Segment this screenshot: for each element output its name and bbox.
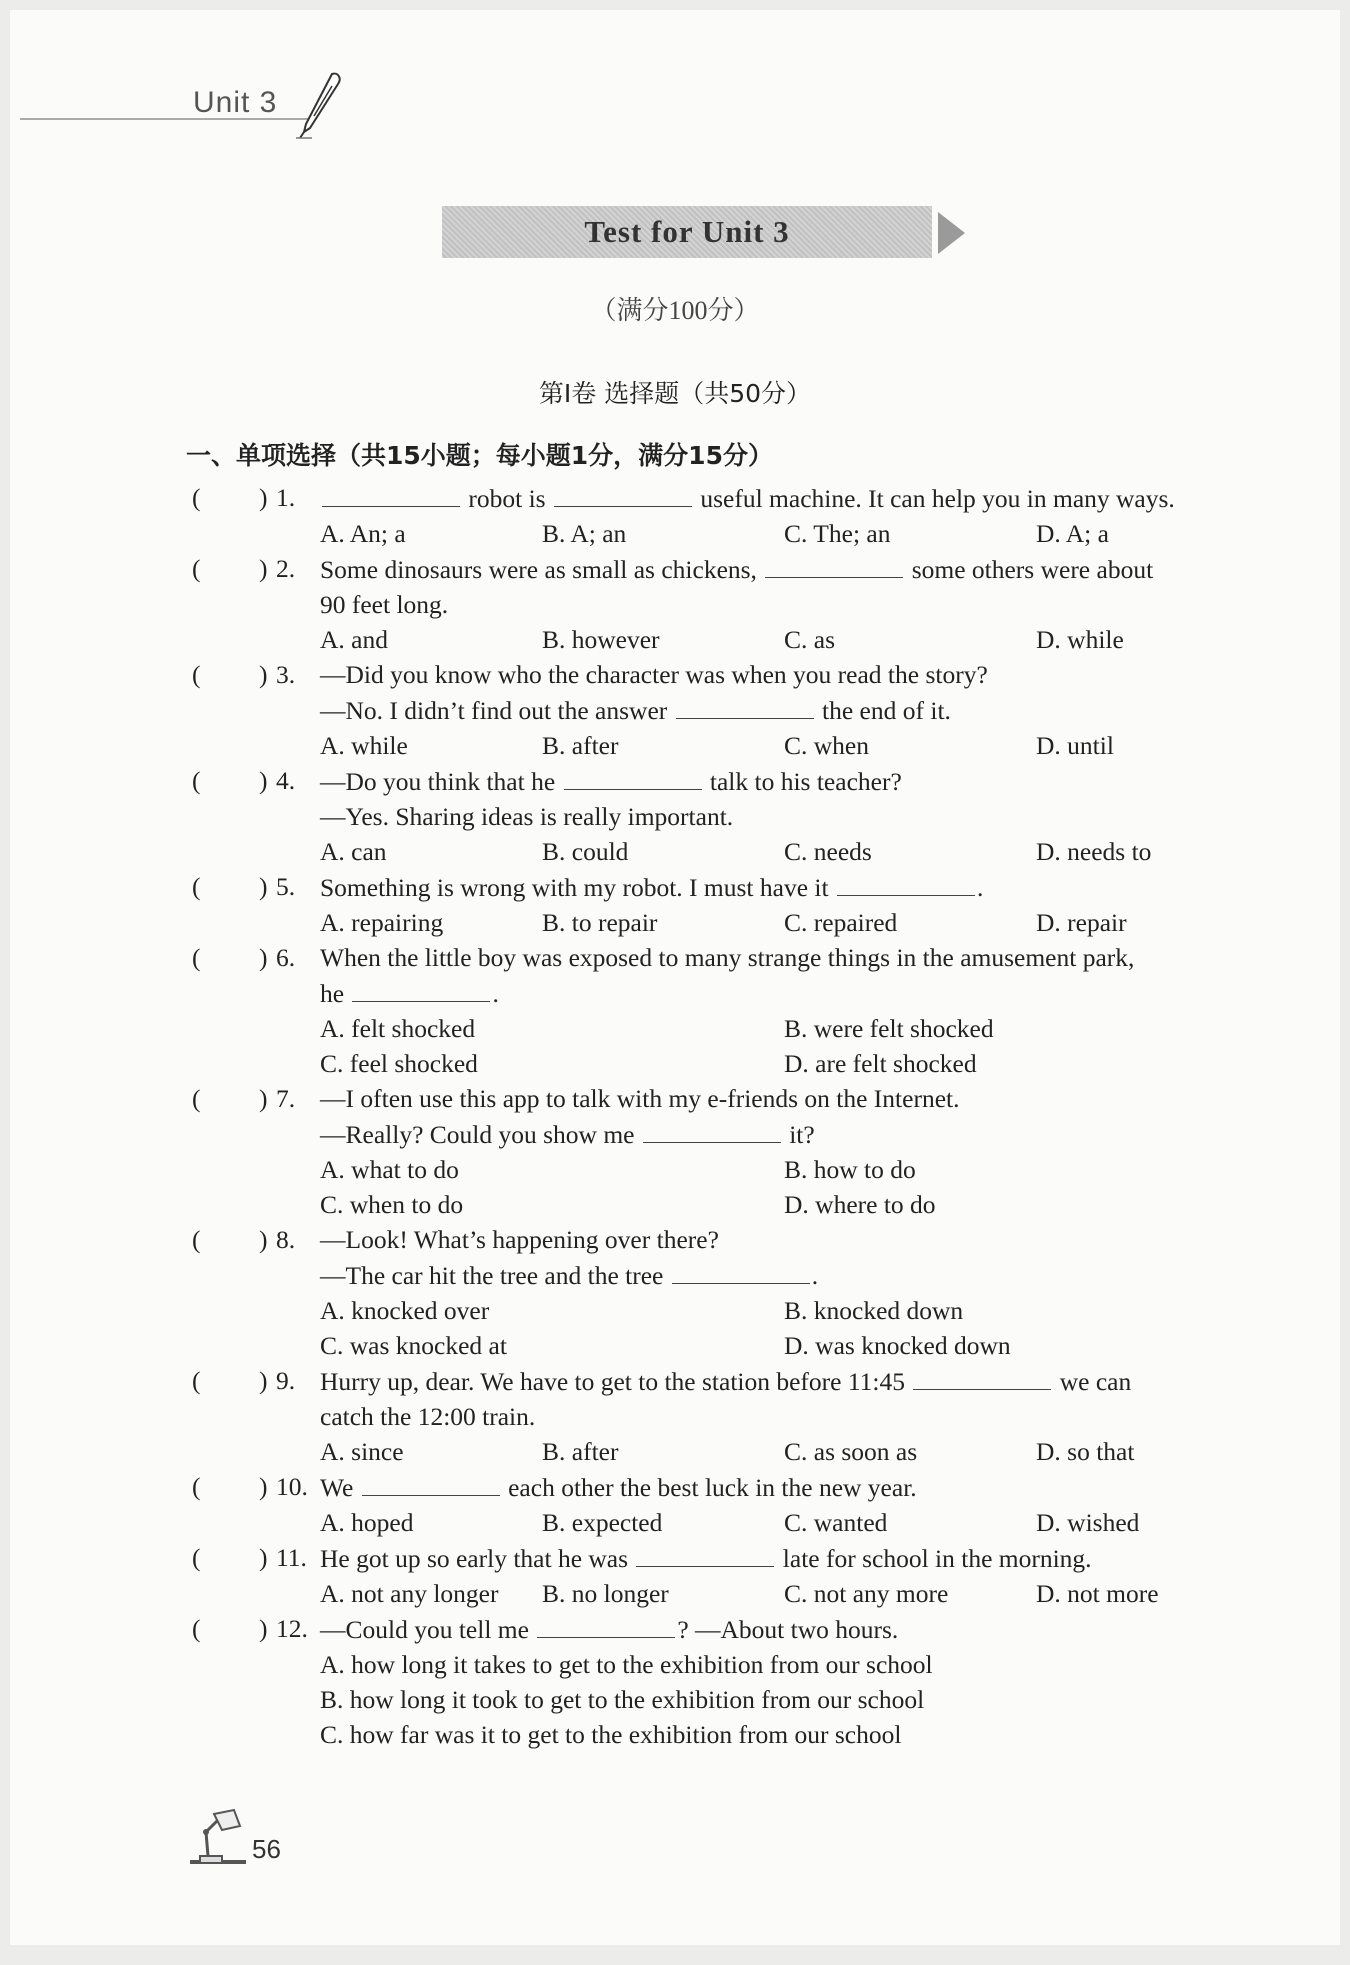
question-line xyxy=(186,763,1226,799)
question-3 xyxy=(186,657,1226,763)
question-text: —Did you know who the character was when you read the story? xyxy=(320,660,988,689)
answer-blank[interactable] xyxy=(636,1540,774,1567)
question-5 xyxy=(186,869,1226,940)
answer-paren-right[interactable]: ) xyxy=(259,1543,268,1572)
answer-option[interactable]: C. was knocked at xyxy=(320,1331,507,1360)
answer-options xyxy=(186,1293,1226,1363)
question-number: 2. xyxy=(276,554,296,583)
question-text: useful machine. It can help you in many ways. xyxy=(693,484,1175,513)
question-line xyxy=(186,1257,1226,1293)
answer-blank[interactable] xyxy=(643,1116,781,1143)
answer-option[interactable]: C. when to do xyxy=(320,1190,464,1219)
question-line xyxy=(186,1222,1226,1257)
answer-option[interactable]: C. repaired xyxy=(784,908,898,937)
question-number: 12. xyxy=(276,1614,308,1643)
answer-option[interactable]: D. where to do xyxy=(784,1190,936,1219)
question-4 xyxy=(186,763,1226,869)
question-12 xyxy=(186,1611,1226,1752)
question-line xyxy=(186,657,1226,692)
question-8 xyxy=(186,1222,1226,1363)
answer-paren-left[interactable]: ( xyxy=(192,1366,201,1395)
question-text: late for school in the morning. xyxy=(776,1544,1092,1573)
answer-options xyxy=(186,905,1226,940)
answer-option[interactable]: D. not more xyxy=(1036,1579,1159,1608)
question-text: —Could you tell me xyxy=(320,1615,536,1644)
question-text: He got up so early that he was xyxy=(320,1544,635,1573)
question-text: —The car hit the tree and the tree xyxy=(320,1261,670,1290)
answer-blank[interactable] xyxy=(672,1257,810,1284)
question-2 xyxy=(186,551,1226,657)
question-text: talk to his teacher? xyxy=(703,767,902,796)
answer-options xyxy=(186,516,1226,551)
question-number: 3. xyxy=(276,660,296,689)
answer-paren-right[interactable]: ) xyxy=(259,1472,268,1501)
question-9 xyxy=(186,1363,1226,1469)
answer-option[interactable]: B. how to do xyxy=(784,1155,916,1184)
question-6 xyxy=(186,940,1226,1081)
answer-option[interactable]: A. knocked over xyxy=(320,1296,490,1325)
answer-paren-left[interactable]: ( xyxy=(192,1225,201,1254)
question-line xyxy=(186,1363,1226,1399)
question-text: 90 feet long. xyxy=(320,590,449,619)
question-line xyxy=(186,692,1226,728)
question-line xyxy=(186,975,1226,1011)
question-text: . xyxy=(976,873,984,902)
answer-option[interactable]: C. how far was it to get to the exhibition from our school xyxy=(320,1720,902,1749)
answer-paren-left[interactable]: ( xyxy=(192,1543,201,1572)
answer-option[interactable]: A. not any longer xyxy=(320,1579,499,1608)
answer-option[interactable]: C. feel shocked xyxy=(320,1049,478,1078)
banner-arrow-icon xyxy=(938,212,965,254)
answer-blank[interactable] xyxy=(765,551,903,578)
answer-option[interactable]: A. An; a xyxy=(320,519,406,548)
answer-option[interactable]: D. are felt shocked xyxy=(784,1049,977,1078)
score-note: （满分100分） xyxy=(590,296,760,325)
answer-option[interactable]: B. expected xyxy=(542,1508,663,1537)
answer-option[interactable]: C. as soon as xyxy=(784,1437,918,1466)
answer-paren-right[interactable]: ) xyxy=(259,660,268,689)
answer-paren-left[interactable]: ( xyxy=(192,766,201,795)
question-text: —Yes. Sharing ideas is really important. xyxy=(320,802,734,831)
answer-option[interactable]: B. however xyxy=(542,625,660,654)
answer-paren-right[interactable]: ) xyxy=(259,1366,268,1395)
answer-option[interactable]: A. and xyxy=(320,625,388,654)
answer-option[interactable]: B. no longer xyxy=(542,1579,669,1608)
answer-option[interactable]: C. not any more xyxy=(784,1579,949,1608)
answer-option[interactable]: D. wished xyxy=(1036,1508,1140,1537)
question-number: 7. xyxy=(276,1084,296,1113)
answer-option[interactable]: B. after xyxy=(542,731,619,760)
page xyxy=(10,10,1340,1945)
answer-blank[interactable] xyxy=(554,480,692,507)
question-text: he xyxy=(320,979,351,1008)
question-line xyxy=(186,1399,1226,1434)
question-number: 4. xyxy=(276,766,296,795)
question-text: —Really? Could you show me xyxy=(320,1120,641,1149)
answer-options xyxy=(186,728,1226,763)
question-number: 1. xyxy=(276,483,296,512)
answer-option[interactable]: C. wanted xyxy=(784,1508,888,1537)
question-text: —Do you think that he xyxy=(320,767,562,796)
question-text: —No. I didn’t find out the answer xyxy=(320,696,674,725)
question-text: . xyxy=(811,1261,819,1290)
question-text: Some dinosaurs were as small as chickens, xyxy=(320,555,764,584)
answer-option[interactable]: A. what to do xyxy=(320,1155,459,1184)
question-10 xyxy=(186,1469,1226,1540)
section-title: 一、单项选择（共15小题；每小题1分，满分15分） xyxy=(186,441,773,470)
answer-option[interactable]: A. how long it takes to get to the exhibition from our school xyxy=(320,1650,933,1679)
answer-option[interactable]: C. needs xyxy=(784,837,872,866)
answer-options xyxy=(186,1011,1226,1081)
answer-option[interactable]: C. The; an xyxy=(784,519,891,548)
answer-paren-left[interactable]: ( xyxy=(192,1614,201,1643)
answer-option[interactable]: B. after xyxy=(542,1437,619,1466)
question-line xyxy=(186,587,1226,622)
question-text: robot is xyxy=(462,484,552,513)
question-line xyxy=(186,551,1226,587)
question-line xyxy=(186,1116,1226,1152)
answer-options xyxy=(186,834,1226,869)
answer-option[interactable]: B. how long it took to get to the exhibition from our school xyxy=(320,1685,925,1714)
answer-blank[interactable] xyxy=(352,975,490,1002)
part-title: 第Ⅰ卷 选择题（共50分） xyxy=(538,379,812,408)
answer-option[interactable]: C. as xyxy=(784,625,835,654)
answer-paren-right[interactable]: ) xyxy=(259,554,268,583)
test-title-banner: Test for Unit 3 xyxy=(442,206,932,258)
answer-option[interactable]: C. when xyxy=(784,731,869,760)
question-1 xyxy=(186,480,1226,551)
answer-options xyxy=(186,1434,1226,1469)
answer-option[interactable]: D. repair xyxy=(1036,908,1127,937)
answer-paren-right[interactable]: ) xyxy=(259,943,268,972)
answer-blank[interactable] xyxy=(676,692,814,719)
answer-paren-right[interactable]: ) xyxy=(259,1084,268,1113)
question-line xyxy=(186,1540,1226,1576)
answer-option[interactable]: A. while xyxy=(320,731,408,760)
answer-blank[interactable] xyxy=(564,763,702,790)
answer-blank[interactable] xyxy=(537,1611,675,1638)
question-text: Something is wrong with my robot. I must have it xyxy=(320,873,835,902)
question-list xyxy=(186,480,1226,1752)
question-number: 6. xyxy=(276,943,296,972)
page-number: 56 xyxy=(252,1834,281,1864)
answer-options xyxy=(186,1152,1226,1222)
answer-option[interactable]: A. hoped xyxy=(320,1508,414,1537)
question-text: Hurry up, dear. We have to get to the station before 11:45 xyxy=(320,1367,912,1396)
question-line xyxy=(186,1081,1226,1116)
question-number: 10. xyxy=(276,1472,308,1501)
header-rule xyxy=(20,118,310,120)
question-line xyxy=(186,480,1226,516)
answer-option[interactable]: A. repairing xyxy=(320,908,444,937)
answer-paren-left[interactable]: ( xyxy=(192,943,201,972)
answer-option[interactable]: D. while xyxy=(1036,625,1124,654)
answer-paren-left[interactable]: ( xyxy=(192,1472,201,1501)
answer-option[interactable]: D. was knocked down xyxy=(784,1331,1011,1360)
question-number: 8. xyxy=(276,1225,296,1254)
answer-option[interactable]: D. needs to xyxy=(1036,837,1152,866)
answer-option[interactable]: A. felt shocked xyxy=(320,1014,476,1043)
question-line xyxy=(186,940,1226,975)
question-text: some others were about xyxy=(905,555,1154,584)
pen-icon xyxy=(294,70,344,140)
question-number: 9. xyxy=(276,1366,296,1395)
answer-options xyxy=(186,1505,1226,1540)
answer-paren-left[interactable]: ( xyxy=(192,660,201,689)
answer-option[interactable]: A. since xyxy=(320,1437,404,1466)
question-number: 5. xyxy=(276,872,296,901)
answer-blank[interactable] xyxy=(913,1363,1051,1390)
question-text: catch the 12:00 train. xyxy=(320,1402,536,1431)
desk-lamp-icon xyxy=(186,1808,250,1866)
answer-paren-right[interactable]: ) xyxy=(259,1614,268,1643)
answer-paren-left[interactable]: ( xyxy=(192,1084,201,1113)
question-7 xyxy=(186,1081,1226,1222)
question-text: —I often use this app to talk with my e-friends on the Internet. xyxy=(320,1084,960,1113)
answer-option[interactable]: B. knocked down xyxy=(784,1296,964,1325)
answer-paren-left[interactable]: ( xyxy=(192,554,201,583)
answer-blank[interactable] xyxy=(322,480,460,507)
answer-options xyxy=(186,1576,1226,1611)
answer-paren-right[interactable]: ) xyxy=(259,483,268,512)
answer-option[interactable]: D. A; a xyxy=(1036,519,1109,548)
question-line xyxy=(186,799,1226,834)
question-text: We xyxy=(320,1473,360,1502)
answer-option[interactable]: A. can xyxy=(320,837,387,866)
answer-option[interactable]: B. to repair xyxy=(542,908,658,937)
question-text: ? —About two hours. xyxy=(677,1615,899,1644)
question-text: When the little boy was exposed to many strange things in the amusement park, xyxy=(320,943,1135,972)
question-text: each other the best luck in the new year. xyxy=(501,1473,917,1502)
question-text: it? xyxy=(782,1120,815,1149)
question-text: —Look! What’s happening over there? xyxy=(320,1225,719,1254)
question-text: the end of it. xyxy=(815,696,951,725)
question-text: . xyxy=(492,979,499,1008)
answer-blank[interactable] xyxy=(837,869,975,896)
answer-option[interactable]: B. were felt shocked xyxy=(784,1014,994,1043)
answer-paren-right[interactable]: ) xyxy=(259,766,268,795)
unit-label: Unit 3 xyxy=(193,86,278,119)
answer-option[interactable]: D. so that xyxy=(1036,1437,1135,1466)
question-text: we can xyxy=(1053,1367,1132,1396)
question-11 xyxy=(186,1540,1226,1611)
answer-option[interactable]: D. until xyxy=(1036,731,1114,760)
answer-paren-right[interactable]: ) xyxy=(259,872,268,901)
question-line xyxy=(186,1469,1226,1505)
answer-paren-left[interactable]: ( xyxy=(192,483,201,512)
answer-options xyxy=(186,622,1226,657)
answer-option[interactable]: B. A; an xyxy=(542,519,627,548)
answer-paren-right[interactable]: ) xyxy=(259,1225,268,1254)
question-line xyxy=(186,869,1226,905)
answer-option[interactable]: B. could xyxy=(542,837,629,866)
question-number: 11. xyxy=(276,1543,307,1572)
answer-paren-left[interactable]: ( xyxy=(192,872,201,901)
answer-blank[interactable] xyxy=(362,1469,500,1496)
question-line xyxy=(186,1611,1226,1647)
